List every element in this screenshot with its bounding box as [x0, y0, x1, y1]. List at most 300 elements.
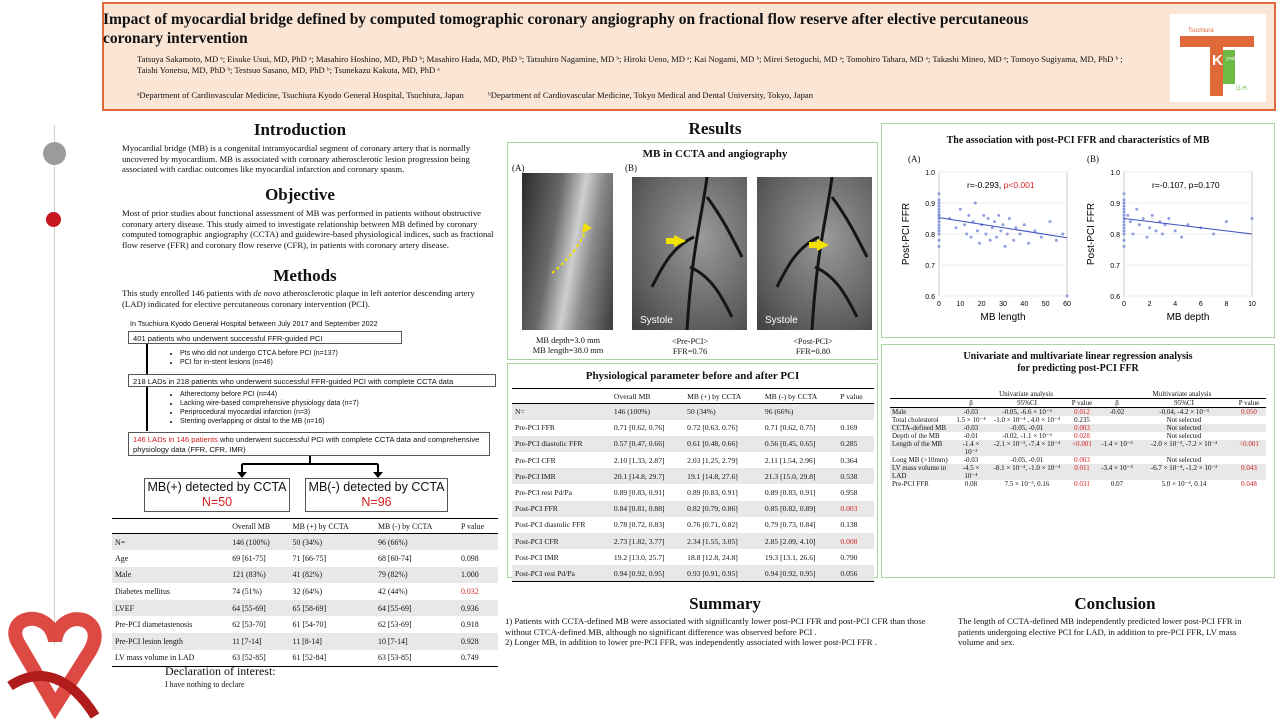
flow-exclusion-2 [170, 390, 359, 426]
table-cell: 0.94 [0.92, 0.95] [762, 565, 837, 581]
table-cell: 0.043 [1241, 464, 1257, 472]
data-point [982, 214, 985, 217]
data-point [1138, 223, 1141, 226]
data-point [1123, 198, 1126, 201]
flow-exclusion-1 [170, 349, 338, 367]
baseline-row [112, 600, 498, 617]
methods-text-b: atherosclerotic plaque in left anterior descending artery (LAD) indicated for elective percutaneous coronary intervention (PCI). [122, 288, 475, 309]
data-point [963, 223, 966, 226]
table-cell: 2.10 [1.33, 2.87] [613, 455, 665, 465]
table-cell: 0.936 [460, 603, 479, 613]
data-point [997, 214, 1000, 217]
table-cell: Not selected [1166, 416, 1202, 424]
table-cell: Not selected [1166, 456, 1202, 464]
table-cell: 61 [52-84] [290, 650, 375, 667]
table-cell: Long MB (>10mm) [892, 456, 948, 464]
assoc-label-a: (A) [908, 154, 921, 164]
data-point [1129, 220, 1132, 223]
data-point [1167, 217, 1170, 220]
data-point [938, 211, 941, 214]
regression-row [890, 464, 1266, 480]
y-tick-label: 0.6 [925, 294, 935, 301]
decor-line [54, 125, 55, 645]
table-cell: Male [115, 570, 132, 580]
table-cell: -0.02 [1109, 408, 1125, 416]
table-cell: -2.0 × 10⁻³, -7.2 × 10⁻⁴ [1150, 440, 1218, 448]
post-pci-caption-ffr: FFR=0.80 [795, 347, 831, 356]
heart-ribbon-decoration [0, 606, 104, 720]
flow-exclusion-item: • Atherectomy before PCI (n=44) [180, 390, 359, 399]
baseline-row [112, 633, 498, 650]
data-point [938, 223, 941, 226]
table-cell: -0.01 [963, 432, 979, 440]
data-point [938, 229, 941, 232]
data-point [1142, 217, 1145, 220]
regression-row [890, 432, 1266, 440]
data-point [1055, 239, 1058, 242]
table-cell: Post-PCI FFR [515, 504, 558, 514]
affiliations [137, 90, 1147, 100]
table-cell: 0.056 [837, 565, 874, 581]
ccta-caption-length: MB length=38.0 mm [532, 346, 604, 355]
table-cell: 65 [58-69] [292, 603, 327, 613]
correlation-r: r=-0.107, p=0.170 [1152, 180, 1220, 190]
introduction-heading: Introduction [253, 120, 347, 139]
baseline-header [112, 519, 229, 534]
hospital-logo [1170, 14, 1266, 102]
table-cell: 2.85 [2.09, 4.10] [764, 536, 816, 546]
data-point [1006, 233, 1009, 236]
x-axis-label: MB length [980, 312, 1026, 323]
table-cell: 146 (100%) [232, 537, 270, 547]
table-cell: 0.72 [0.63, 0.76] [687, 423, 738, 433]
table-cell: Not selected [1166, 432, 1202, 440]
table-cell: 5.0 × 10⁻⁴, 0.14 [1161, 480, 1207, 488]
table-cell: 96 (66%) [378, 537, 408, 547]
table-cell: 62 [53-70] [232, 620, 266, 630]
table-cell: Male [892, 408, 907, 416]
regression-title-1: Univariate and multivariate linear regression analysis [963, 351, 1193, 362]
mb-negative-n: N=96 [361, 495, 392, 509]
flow-arrow-1 [146, 344, 148, 374]
pre-pci-caption [640, 337, 740, 357]
table-cell: 0.78 [0.72, 0.83] [613, 520, 665, 530]
table-cell: 1.000 [460, 570, 479, 580]
table-cell: 0.76 [0.71, 0.82] [687, 520, 738, 530]
table-cell: 0.07 [1110, 480, 1124, 488]
flow-exclusion-item: • Periprocedural myocardial infarction (n=3) [180, 408, 359, 417]
table-cell: 79 (82%) [378, 570, 408, 580]
data-point [955, 226, 958, 229]
data-point [1004, 245, 1007, 248]
baseline-header: P value [458, 519, 498, 534]
table-cell [1098, 424, 1136, 432]
table-cell: 0.958 [840, 488, 858, 498]
flow-box-3 [128, 432, 490, 456]
table-cell: 41 (82%) [292, 570, 323, 580]
data-point [967, 214, 970, 217]
table-cell: 0.89 [0.83, 0.91] [764, 488, 816, 498]
table-cell: 69 [61-75] [232, 553, 266, 563]
table-cell: 1.5 × 10⁻⁴ [956, 416, 986, 424]
flow-exclusion-item: • Stenting overlapping or distal to the MB (n=16) [180, 417, 359, 426]
summary-heading: Summary [689, 594, 761, 613]
summary-point-1: 1) Patients with CCTA-defined MB were associated with significantly lower post-PCI FFR and post-PCI CFR than those without CTCA-defined MB, although no significant difference was observed before PCI . [505, 616, 926, 637]
baseline-row [112, 534, 498, 551]
table-cell: Pre-PCI CFR [515, 455, 556, 465]
table-cell: 0.032 [460, 587, 479, 597]
x-tick-label: 30 [999, 301, 1007, 308]
methods-text [122, 288, 498, 309]
table-cell: Length of the MB [892, 440, 943, 448]
results-heading: Results [688, 119, 742, 138]
table-cell: 2.11 [1.54, 2.96] [764, 455, 816, 465]
data-point [991, 226, 994, 229]
logo-top-text: Tsuchiura [1188, 28, 1214, 34]
methods-heading: Methods [273, 266, 337, 285]
mb-negative-box [305, 478, 448, 512]
summary-text [505, 616, 945, 648]
reg-subheader: 95%CI [1174, 399, 1194, 407]
flow-box-2: 218 LADs in 218 patients who underwent successful FFR-guided PCI with complete CCTA data [128, 374, 496, 387]
data-point [1151, 214, 1154, 217]
baseline-row [112, 550, 498, 567]
regression-row [890, 480, 1266, 488]
table-cell: 63 [53-85] [375, 650, 458, 667]
table-cell [1232, 416, 1266, 424]
ccta-image [522, 173, 613, 330]
data-point [1123, 211, 1126, 214]
introduction-text: Myocardial bridge (MB) is a congenital intramyocardial segment of coronary artery that is normally uncovered by myocardium. MB is associated with coronary atherosclerotic lesion progression being associated with cardiac outcomes like myocardial infarction and coronary spasm. [122, 143, 471, 175]
methods-text-em: de novo [253, 288, 281, 298]
data-point [976, 229, 979, 232]
data-point [974, 202, 977, 205]
table-cell: 32 (64%) [292, 587, 323, 597]
ccta-caption [518, 336, 618, 356]
y-tick-label: 0.7 [1110, 263, 1120, 270]
table-cell: 0.71 [0.62, 0.76] [613, 423, 665, 433]
flow-exclusion-item: • Pts who did not undergo CTCA before PCI (n=137) [180, 349, 338, 358]
data-point [1131, 233, 1134, 236]
y-tick-label: 0.6 [1110, 294, 1120, 301]
regression-title-2: for predicting post-PCI FFR [1017, 363, 1139, 374]
data-point [1123, 202, 1126, 205]
objective-heading: Objective [265, 185, 335, 204]
x-tick-label: 60 [1063, 301, 1071, 308]
data-point [938, 198, 941, 201]
data-point [1012, 239, 1015, 242]
y-tick-label: 1.0 [1110, 170, 1120, 177]
table-cell: 64 [55-69] [378, 603, 412, 613]
pre-pci-vessels [632, 177, 747, 330]
data-point [1123, 214, 1126, 217]
table-cell [1098, 416, 1136, 424]
table-cell: Pre-PCI FFR [515, 423, 555, 433]
correlation-p: p<0.001 [1003, 180, 1035, 190]
flow-exclusion-item: • PCI for in-stent lesions (n=46) [180, 358, 338, 367]
table-cell: -0.03 [963, 424, 979, 432]
data-point [1148, 226, 1151, 229]
y-tick-label: 1.0 [925, 170, 935, 177]
table-cell: Pre-PCI FFR [892, 480, 929, 488]
table-cell: 21.3 [15.0, 29.8] [764, 471, 816, 481]
data-point [938, 208, 941, 211]
reg-subheader: β [1115, 399, 1119, 407]
correlation-annotation [1152, 180, 1220, 190]
table-cell [1098, 432, 1136, 440]
post-pci-vessels [757, 177, 872, 330]
table-cell: 0.364 [840, 455, 858, 465]
data-point [1019, 233, 1022, 236]
table-cell: 0.94 [0.92, 0.95] [611, 565, 684, 581]
data-point [1135, 208, 1138, 211]
physio-row [512, 484, 874, 500]
flow-arrow-2 [146, 387, 148, 431]
physio-header: MB (-) by CCTA [762, 389, 837, 404]
reg-subheader: P value [1238, 399, 1260, 407]
ccta-caption-depth: MB depth=3.0 mm [535, 336, 601, 345]
regression-row [890, 416, 1266, 424]
data-point [1123, 223, 1126, 226]
table-cell: 0.003 [1074, 456, 1090, 464]
data-point [1123, 192, 1126, 195]
table-cell: -1.0 × 10⁻⁴ , 4.0 × 10⁻⁴ [993, 416, 1061, 424]
logo-letter: K [1212, 52, 1223, 69]
table-cell: 19.2 [13.0, 25.7] [613, 552, 665, 562]
table-cell: -1.4 × 10⁻³ [1101, 440, 1133, 448]
label-b: (B) [625, 163, 637, 173]
data-point [965, 233, 968, 236]
table-cell: 0.89 [0.83, 0.91] [613, 488, 665, 498]
physio-header: P value [837, 389, 874, 404]
physio-header: MB (+) by CCTA [684, 389, 762, 404]
table-cell: 0.56 [0.45, 0.65] [764, 439, 816, 449]
physio-table [512, 388, 874, 582]
data-point [938, 226, 941, 229]
table-cell: 74 (51%) [232, 587, 262, 597]
data-point [938, 233, 941, 236]
data-point [1066, 295, 1069, 298]
table-cell: Pre-PCI diastolic FFR [515, 439, 583, 449]
table-cell: Pre-PCI lesion length [115, 636, 183, 646]
table-cell: 0.61 [0.48, 0.66] [687, 439, 738, 449]
data-point [938, 205, 941, 208]
flow-box-1: 401 patients who underwent successful FFR-guided PCI [128, 331, 402, 344]
physio-row [512, 517, 874, 533]
table-cell: 96 (66%) [764, 407, 794, 417]
physio-row [512, 436, 874, 452]
flow-period: In Tsuchiura Kyodo General Hospital between July 2017 and September 2022 [130, 319, 378, 328]
angiography-post-pci [757, 177, 872, 330]
data-point [1123, 239, 1126, 242]
table-cell: LV mass volume in LAD [892, 464, 947, 480]
data-point [1212, 233, 1215, 236]
table-cell: -6.7 × 10⁻⁴, -1.2 × 10⁻³ [1150, 464, 1218, 472]
data-point [1225, 220, 1228, 223]
table-cell: -1.4 × 10⁻³ [962, 440, 980, 456]
data-point [993, 220, 996, 223]
regression-row [890, 440, 1266, 456]
data-point [938, 245, 941, 248]
scatter-mb-length [897, 162, 1077, 328]
x-tick-label: 6 [1198, 301, 1203, 308]
x-tick-label: 2 [1147, 301, 1152, 308]
univariate-header: Univariate analysis [999, 390, 1053, 398]
objective-text: Most of prior studies about functional assessment of MB was performed in patients without obstructive coronary artery disease. This study aimed to investigate relationship between MB defined by coronary computed tomographic angiography (CCTA) and guidewire-based physiological indices, such as fractional flow reserve (FFR) and coronary flow reserve (CFR), in patients with coronary artery disease. [122, 208, 494, 250]
table-cell: 0.84 [0.81, 0.88] [613, 504, 665, 514]
table-cell: 121 (83%) [232, 570, 266, 580]
data-point [1023, 223, 1026, 226]
table-cell: LVEF [115, 603, 135, 613]
table-cell [1232, 432, 1266, 440]
x-tick-label: 0 [1122, 301, 1126, 308]
table-cell: 2.34 [1.55, 3.05] [687, 536, 738, 546]
table-cell: -8.1 × 10⁻⁴, -1.0 × 10⁻⁴ [993, 464, 1061, 472]
data-point [1161, 233, 1164, 236]
declaration-heading: Declaration of interest: [165, 664, 276, 678]
x-tick-label: 10 [956, 301, 965, 308]
flow-box-3-highlight: 146 LADs in 146 patients [133, 435, 218, 444]
logo-bottom-text: G.H. [1236, 86, 1249, 92]
table-cell: 2.03 [1.25, 2.79] [687, 455, 738, 465]
flow-exclusion-item: • Lacking wire-based comprehensive physiology data (n=7) [180, 399, 359, 408]
data-point [1180, 236, 1183, 239]
table-cell: Depth of the MB [892, 432, 940, 440]
data-point [984, 233, 987, 236]
y-tick-label: 0.7 [925, 263, 935, 270]
data-point [1123, 208, 1126, 211]
flow-split-arrows [230, 456, 390, 478]
table-cell: 0.048 [1241, 480, 1257, 488]
data-point [1027, 242, 1030, 245]
data-point [938, 214, 941, 217]
x-tick-label: 40 [1020, 301, 1029, 308]
data-point [938, 192, 941, 195]
table-cell: Post-PCI diastolic FFR [515, 520, 586, 530]
table-cell: 61 [54-70] [292, 620, 327, 630]
table-cell [458, 534, 498, 551]
data-point [1014, 226, 1017, 229]
table-cell: -0.04, -4.2 × 10⁻³ [1159, 408, 1209, 416]
physio-row [512, 452, 874, 468]
table-cell: LV mass volume in LAD [112, 650, 229, 667]
mb-imaging-title: MB in CCTA and angiography [642, 148, 788, 160]
table-cell: 19.3 [13.1, 26.6] [764, 552, 816, 562]
baseline-row [112, 583, 498, 600]
author-list: Tatsuya Sakamoto, MD ᵃ; Eisuke Usui, MD, PhD ᵃ; Masahiro Hoshino, MD, PhD ᵇ; Masahiro Hada, MD, PhD ᵇ; Tatsuhiro Nagamine, MD ᵇ; Hiroki Ueno, MD ᵃ; Kai Nogami, MD ᵇ; Mirei Setoguchi, MD ᵃ; Tomohiro Tahara, MD ᵃ; Takashi Mineo, MD ᵃ; Tomoyo Sugiyama, MD, PhD ᵇ ; Taishi Yonetsu, MD, PhD ᵇ; Testsuo Sasano, MD, PhD ᵇ; Tsunekazu Kakuta, MD, PhD ᵃ [137, 54, 1123, 75]
table-cell: 0.93 [0.91, 0.95] [684, 565, 762, 581]
table-cell: 0.57 [0.47, 0.66] [613, 439, 665, 449]
table-cell: Diabetes mellitus [115, 587, 171, 597]
table-cell: 0.008 [840, 536, 858, 546]
y-tick-label: 0.8 [1110, 232, 1120, 239]
data-point [1061, 233, 1064, 236]
table-cell: 0.790 [840, 552, 858, 562]
y-axis-label: Post-PCI FFR [901, 202, 912, 266]
conclusion-heading: Conclusion [1074, 594, 1156, 613]
regression-row [890, 408, 1266, 417]
table-cell: Pre-PCI rest Pd/Pa [515, 488, 572, 498]
logo-right-text: yodo [1226, 56, 1238, 62]
table-cell: -0.05, -6.6 × 10⁻³ [1002, 408, 1052, 416]
association-title: The association with post-PCI FFR and characteristics of MB [946, 135, 1210, 146]
assoc-label-b: (B) [1087, 154, 1099, 164]
table-cell: 0.08 [964, 480, 978, 488]
x-axis-label: MB depth [1166, 312, 1210, 323]
y-axis-label: Post-PCI FFR [1086, 202, 1097, 266]
data-point [1048, 220, 1051, 223]
table-cell: -0.03 [963, 408, 979, 416]
regression-title [881, 351, 1275, 375]
x-tick-label: 50 [1041, 301, 1050, 308]
data-point [1174, 229, 1177, 232]
table-cell: -0.05, -0.01 [1010, 456, 1044, 464]
physio-row [512, 533, 874, 549]
table-cell: 0.028 [1074, 432, 1090, 440]
ccta-dotted-arrow [522, 173, 613, 330]
x-tick-label: 20 [977, 301, 986, 308]
physio-row [512, 565, 874, 581]
table-cell: Post-PCI CFR [515, 536, 559, 546]
table-cell: N= [515, 407, 525, 417]
data-point [1034, 229, 1037, 232]
physio-row [512, 420, 874, 436]
table-cell: 0.928 [460, 636, 479, 646]
table-cell: 0.749 [458, 650, 498, 667]
data-point [1155, 229, 1158, 232]
data-point [938, 239, 941, 242]
table-cell: 11 [8-14] [292, 636, 322, 646]
data-point [987, 217, 990, 220]
table-cell: N= [115, 537, 126, 547]
table-cell: 62 [53-69] [378, 620, 412, 630]
multivariate-header: Multivariate analysis [1152, 390, 1212, 398]
table-cell: 0.098 [460, 553, 479, 563]
data-point [1123, 205, 1126, 208]
table-cell: 0.285 [840, 439, 858, 449]
table-cell: 0.918 [460, 620, 479, 630]
baseline-header: Overall MB [229, 519, 289, 534]
conclusion-text: The length of CCTA-defined MB independently predicted lower post-PCI FFR in patients undergoing elective PCI for LAD, in addition to pre-PCI FFR, LV mass volume and sex. [958, 616, 1242, 648]
correlation-annotation [967, 180, 1035, 190]
table-cell: 0.012 [1074, 408, 1090, 416]
data-point [1251, 217, 1254, 220]
table-cell: <0.001 [1072, 440, 1092, 448]
table-cell: Pre-PCI diametastenosis [115, 620, 193, 630]
table-cell: 64 [55-69] [232, 603, 266, 613]
table-cell: 71 [66-75] [292, 553, 327, 563]
table-cell [1098, 456, 1136, 464]
table-cell: Total cholesterol [892, 416, 939, 424]
table-cell: -2.1 × 10⁻³, -7.4 × 10⁻⁴ [993, 440, 1061, 448]
table-cell: 19.1 [14.8, 27.6] [687, 471, 738, 481]
table-cell: -0.03 [963, 456, 979, 464]
table-cell: 0.003 [1074, 424, 1090, 432]
data-point [1002, 223, 1005, 226]
data-point [1126, 214, 1129, 217]
data-point [938, 202, 941, 205]
affiliation-b: ᵇDepartment of Cardiovascular Medicine, Tokyo Medical and Dental University, Tokyo, Japan [488, 90, 814, 100]
data-point [1123, 226, 1126, 229]
physio-table-title: Physiological parameter before and after PCI [585, 370, 800, 382]
post-pci-caption-label: <Post-PCI> [793, 337, 833, 346]
data-point [1146, 236, 1149, 239]
table-cell: 0.79 [0.73, 0.84] [764, 520, 816, 530]
baseline-row [112, 616, 498, 633]
table-cell: -0.02, -1.1 × 10⁻³ [1002, 432, 1052, 440]
poster-title: Impact of myocardial bridge defined by computed tomographic coronary angiography on fractional flow reserve after elective percutaneous coronary intervention [103, 11, 1029, 47]
table-cell: 10 [7-14] [378, 636, 408, 646]
